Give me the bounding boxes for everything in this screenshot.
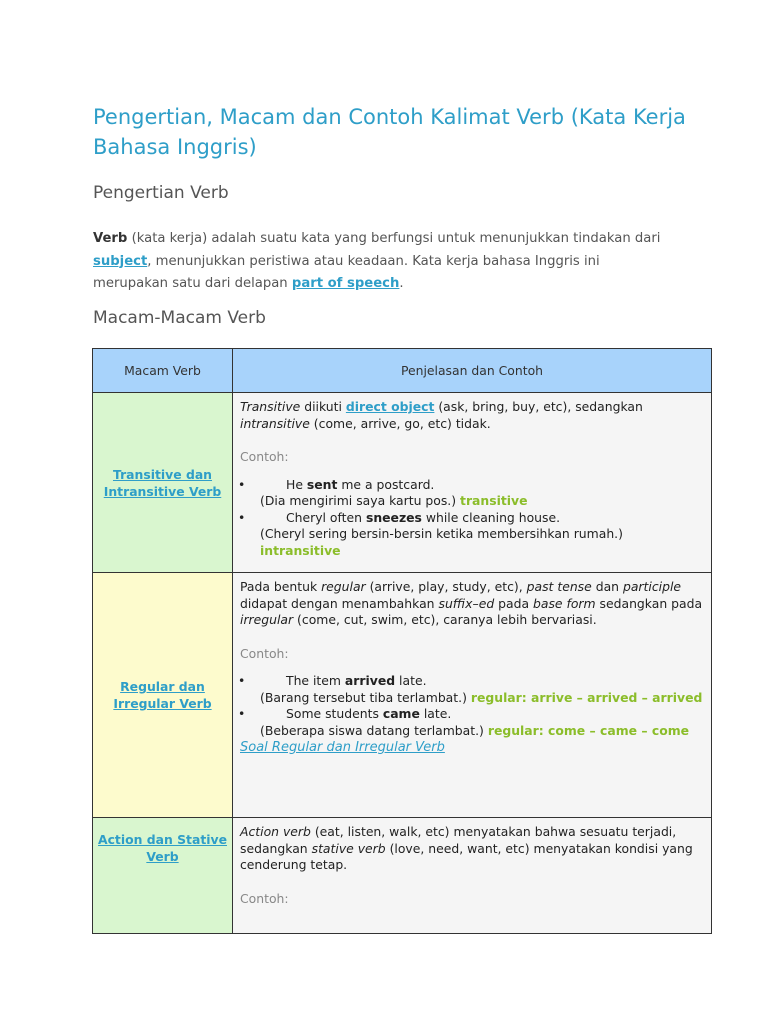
soal-regular-irregular-link[interactable]: Soal Regular dan Irregular Verb bbox=[240, 740, 445, 755]
example-list bbox=[240, 477, 703, 560]
intro-text: , menunjukkan peristiwa atau keadaan. Kata kerja bahasa Inggris ini merupakan satu dari delapan bbox=[93, 253, 600, 291]
example-translation: (Cheryl sering bersin-bersin ketika membersihkan rumah.) intransitive bbox=[260, 526, 623, 558]
list-item bbox=[238, 706, 703, 739]
verb-type-tag: regular: arrive – arrived – arrived bbox=[470, 689, 703, 705]
table-row bbox=[93, 818, 712, 934]
contoh-label: Contoh: bbox=[240, 449, 289, 464]
verb-type-cell bbox=[93, 393, 233, 573]
description bbox=[240, 399, 703, 432]
verb-type-tag: regular: come – came – come bbox=[487, 722, 690, 738]
example-sentence: He sent me a postcard. bbox=[286, 476, 435, 492]
intro-paragraph bbox=[93, 228, 673, 296]
subject-link[interactable]: subject bbox=[93, 253, 148, 269]
text: (come, arrive, go, etc) tidak. bbox=[309, 415, 491, 431]
direct-object-link[interactable]: direct object bbox=[345, 399, 435, 414]
text: diikuti bbox=[300, 399, 346, 414]
regular-irregular-link[interactable]: Regular dan Irregular Verb bbox=[113, 679, 212, 711]
transitive-intransitive-link[interactable]: Transitive dan Intransitive Verb bbox=[103, 466, 222, 499]
verb-type-cell bbox=[93, 818, 233, 934]
table-row bbox=[93, 393, 712, 573]
bullet-icon: • bbox=[238, 476, 246, 492]
table-row bbox=[93, 573, 712, 818]
section-heading-pengertian: Pengertian Verb bbox=[93, 183, 229, 203]
example-list bbox=[240, 673, 703, 739]
example-sentence: Some students came late. bbox=[286, 706, 452, 721]
list-item bbox=[238, 673, 703, 706]
part-of-speech-link[interactable]: part of speech bbox=[291, 276, 400, 291]
column-header-macam: Macam Verb bbox=[93, 349, 233, 393]
contoh-label: Contoh: bbox=[240, 645, 289, 661]
example-translation: (Dia mengirimi saya kartu pos.) transitive bbox=[260, 493, 528, 508]
term: Transitive bbox=[240, 399, 301, 414]
text: (ask, bring, buy, etc), sedangkan bbox=[434, 399, 643, 414]
example-translation: (Barang tersebut tiba terlambat.) regular: arrive – arrived – arrived bbox=[260, 689, 703, 705]
column-header-penjelasan: Penjelasan dan Contoh bbox=[233, 349, 712, 393]
verb-types-table bbox=[92, 348, 712, 934]
explanation-cell bbox=[233, 818, 712, 934]
bullet-icon: • bbox=[238, 509, 246, 525]
page-title: Pengertian, Macam dan Contoh Kalimat Verb (Kata Kerja Bahasa Inggris) bbox=[93, 105, 686, 159]
example-sentence: The item arrived late. bbox=[286, 673, 427, 688]
intro-text: . bbox=[399, 276, 404, 291]
example-translation: (Beberapa siswa datang terlambat.) regular: come – came – come bbox=[260, 722, 690, 738]
description: Pada bentuk regular (arrive, play, study, etc), past tense dan participle didapat dengan menambahkan suffix–ed pada base form sedangkan pada irregular (come, cut, swim, etc), caranya lebih bervariasi. bbox=[240, 579, 703, 627]
explanation-cell bbox=[233, 393, 712, 573]
description: Action verb (eat, listen, walk, etc) menyatakan bahwa sesuatu terjadi, sedangkan stative verb (love, need, want, etc) menyatakan kondisi yang cenderung tetap. bbox=[240, 824, 693, 872]
action-stative-link[interactable]: Action dan Stative Verb bbox=[98, 831, 227, 864]
list-item bbox=[238, 476, 703, 510]
list-item bbox=[238, 509, 703, 560]
bullet-icon: • bbox=[238, 673, 246, 688]
bullet-icon: • bbox=[238, 706, 246, 721]
contoh-label: Contoh: bbox=[240, 890, 289, 906]
verb-term: Verb bbox=[93, 231, 128, 246]
intro-text: (kata kerja) adalah suatu kata yang berfungsi untuk menunjukkan tindakan dari bbox=[127, 231, 661, 246]
section-heading-macam: Macam-Macam Verb bbox=[93, 308, 266, 328]
table-header-row bbox=[93, 349, 712, 393]
term: intransitive bbox=[240, 415, 310, 431]
verb-type-cell bbox=[93, 573, 233, 818]
explanation-cell bbox=[233, 573, 712, 818]
verb-type-tag: transitive bbox=[460, 493, 528, 508]
example-sentence: Cheryl often sneezes while cleaning house. bbox=[286, 509, 561, 525]
verb-type-tag: intransitive bbox=[260, 542, 341, 558]
